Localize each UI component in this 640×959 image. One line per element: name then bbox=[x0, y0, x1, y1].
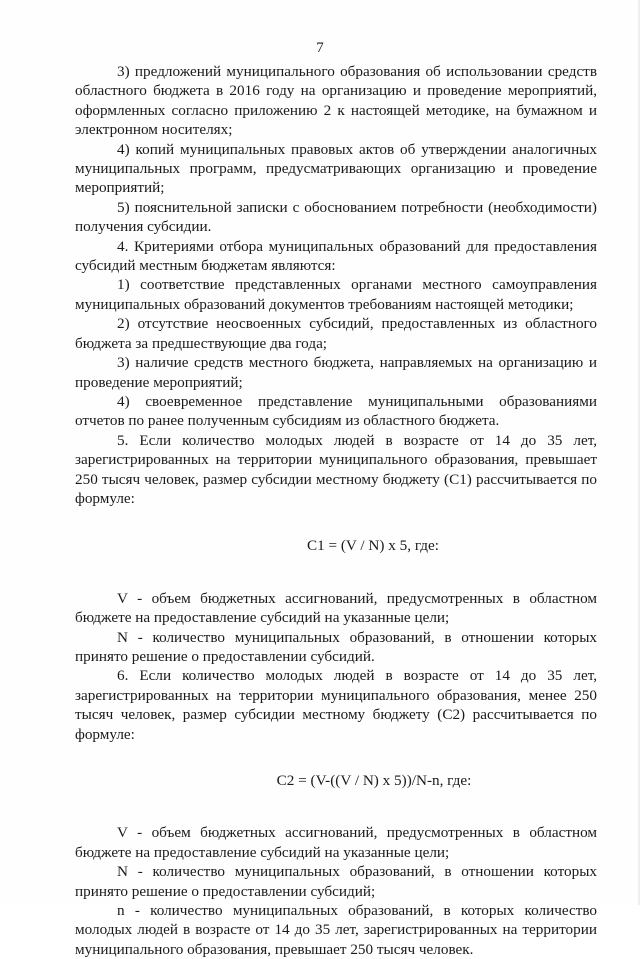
formula-c1: С1 = (V / N) x 5, где: bbox=[306, 537, 439, 555]
paragraph: 5. Если количество молодых людей в возрасте от 14 до 35 лет, зарегистрированных на территории муниципального образования, превышает 250 тысяч человек, размер субсидии местному бюджету (С1) рассчитывается по формуле: bbox=[75, 431, 597, 507]
paragraph: 4) копий муниципальных правовых актов об утверждении аналогичных муниципальных программ, предусматривающих организацию и проведение мероприятий; bbox=[75, 140, 597, 197]
paragraph: 3) наличие средств местного бюджета, направляемых на организацию и проведение мероприятий; bbox=[75, 354, 597, 391]
paragraph: V - объем бюджетных ассигнований, предусмотренных в областном бюджете на предоставление субсидий на указанные цели; bbox=[75, 589, 597, 627]
document-body bbox=[75, 62, 597, 959]
paragraph: n - количество муниципальных образований, в которых количество молодых людей в возрасте от 14 до 35 лет, зарегистрированных на территории муниципального образования, превышает 250 тысяч человек. bbox=[75, 902, 597, 958]
paragraph: 2) отсутствие неосвоенных субсидий, предоставленных из областного бюджета за предшествующие два года; bbox=[75, 315, 597, 352]
paragraph: 1) соответствие представленных органами местного самоуправления муниципальных образований документов требованиям настоящей методики; bbox=[75, 276, 597, 313]
paragraph: 4. Критериями отбора муниципальных образований для предоставления субсидий местным бюджетам являются: bbox=[75, 237, 597, 275]
paragraph: N - количество муниципальных образований, в отношении которых принято решение о предоставлении субсидий. bbox=[75, 628, 597, 665]
page-number: 7 bbox=[316, 40, 324, 56]
paragraph: N - количество муниципальных образований, в отношении которых принято решение о предоставлении субсидий; bbox=[75, 863, 597, 900]
paragraph: 4) своевременное представление муниципальными образованиями отчетов по ранее полученным субсидиям из областного бюджета. bbox=[75, 392, 597, 430]
paragraph: V - объем бюджетных ассигнований, предусмотренных в областном бюджете на предоставление субсидий на указанные цели; bbox=[75, 824, 597, 861]
paragraph: 3) предложений муниципального образования об использовании средств областного бюджета в 2016 году на организацию и проведение мероприятий, оформленных согласно приложению 2 к настоящей методике, на бумажном и электронном носителях; bbox=[75, 63, 597, 139]
paragraph: 6. Если количество молодых людей в возрасте от 14 до 35 лет, зарегистрированных на территории муниципального образования, менее 250 тысяч человек, размер субсидии местному бюджету (С2) рассчитывается по формуле: bbox=[75, 667, 597, 743]
formula-c2: С2 = (V-((V / N) x 5))/N-n, где: bbox=[276, 772, 472, 789]
paragraph: 5) пояснительной записки с обоснованием потребности (необходимости) получения субсидии. bbox=[75, 198, 597, 236]
